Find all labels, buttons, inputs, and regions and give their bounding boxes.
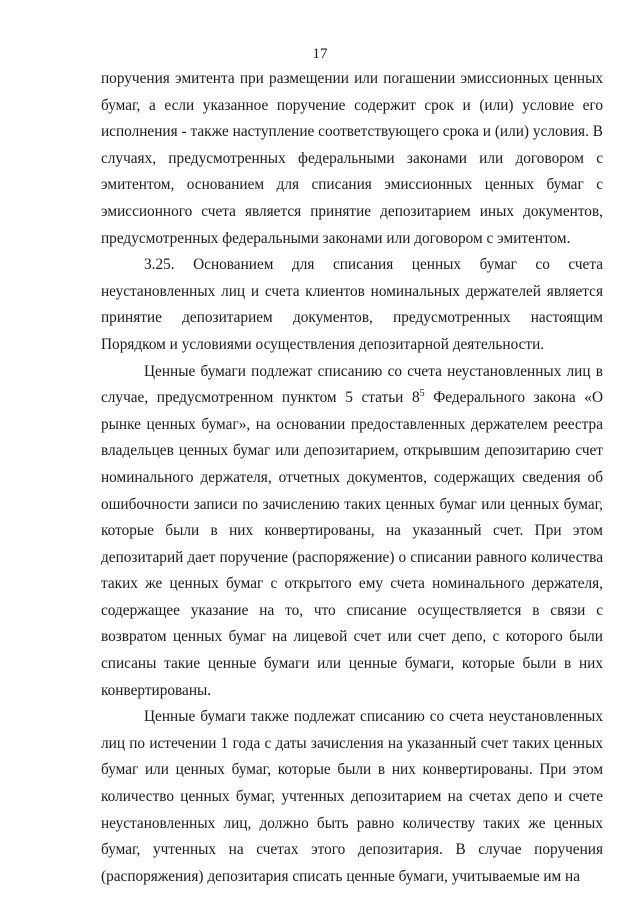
document-body bbox=[101, 66, 603, 890]
paragraph-text-part: Ценные бумаги подлежат списанию со счета неустановленных лиц в случае, предусмотренном пунктом 5 статьи 8 bbox=[101, 362, 603, 407]
paragraph-one-year-write-off: Ценные бумаги также подлежат списанию со счета неустановленных лиц по истечении 1 года с даты зачисления на указанный счет таких ценных бумаг или ценных бумаг, которые были в них конвертированы. При этом количество ценных бумаг, учтенных депозитарием на счетах депо и счете неустановленных лиц, должно быть равно количеству таких же ценных бумаг, учтенных на счетах этого депозитария. В случае поручения (распоряжения) депозитария списать ценные бумаги, учитываемые им на bbox=[101, 708, 603, 885]
paragraph-emission-write-off: поручения эмитента при размещении или погашении эмиссионных ценных бумаг, а если указанное поручение содержит срок и (или) условие его исполнения - также наступление соответствующего срока и (или) условия. В случаях, предусмотренных федеральными законами или договором с эмитентом, основанием для списания эмиссионных ценных бумаг с эмиссионного счета является принятие депозитарием иных документов, предусмотренных федеральными законами или договором с эмитентом. bbox=[101, 70, 603, 247]
paragraph-unidentified-persons-write-off bbox=[101, 359, 603, 705]
paragraph-section-3-25: 3.25. Основанием для списания ценных бумаг со счета неустановленных лиц и счета клиентов номинальных держателей является принятие депозитарием документов, предусмотренных настоящим Порядком и условиями осуществления депозитарной деятельности. bbox=[101, 256, 603, 353]
page-number: 17 bbox=[312, 46, 328, 62]
paragraph-text-part: Федерального закона «О рынке ценных бумаг», на основании предоставленных держателем реестра владельцев ценных бумаг или депозитарием, открывшим депозитарию счет номинального держателя, отчетных документов, содержащих сведения об ошибочности записи по зачислению таких ценных бумаг или ценных бумаг, которые были в них конвертированы, на указанный счет. При этом депозитарий дает поручение (распоряжение) о списании равного количества таких же ценных бумаг с открытого ему счета номинального держателя, содержащее указание на то, что списание осуществляется в связи с возвратом ценных бумаг на лицевой счет или счет депо, с которого были списаны такие ценные бумаги или ценные бумаги, которые были в них конвертированы. bbox=[101, 389, 604, 699]
superscript-article-number: 5 bbox=[419, 388, 425, 400]
